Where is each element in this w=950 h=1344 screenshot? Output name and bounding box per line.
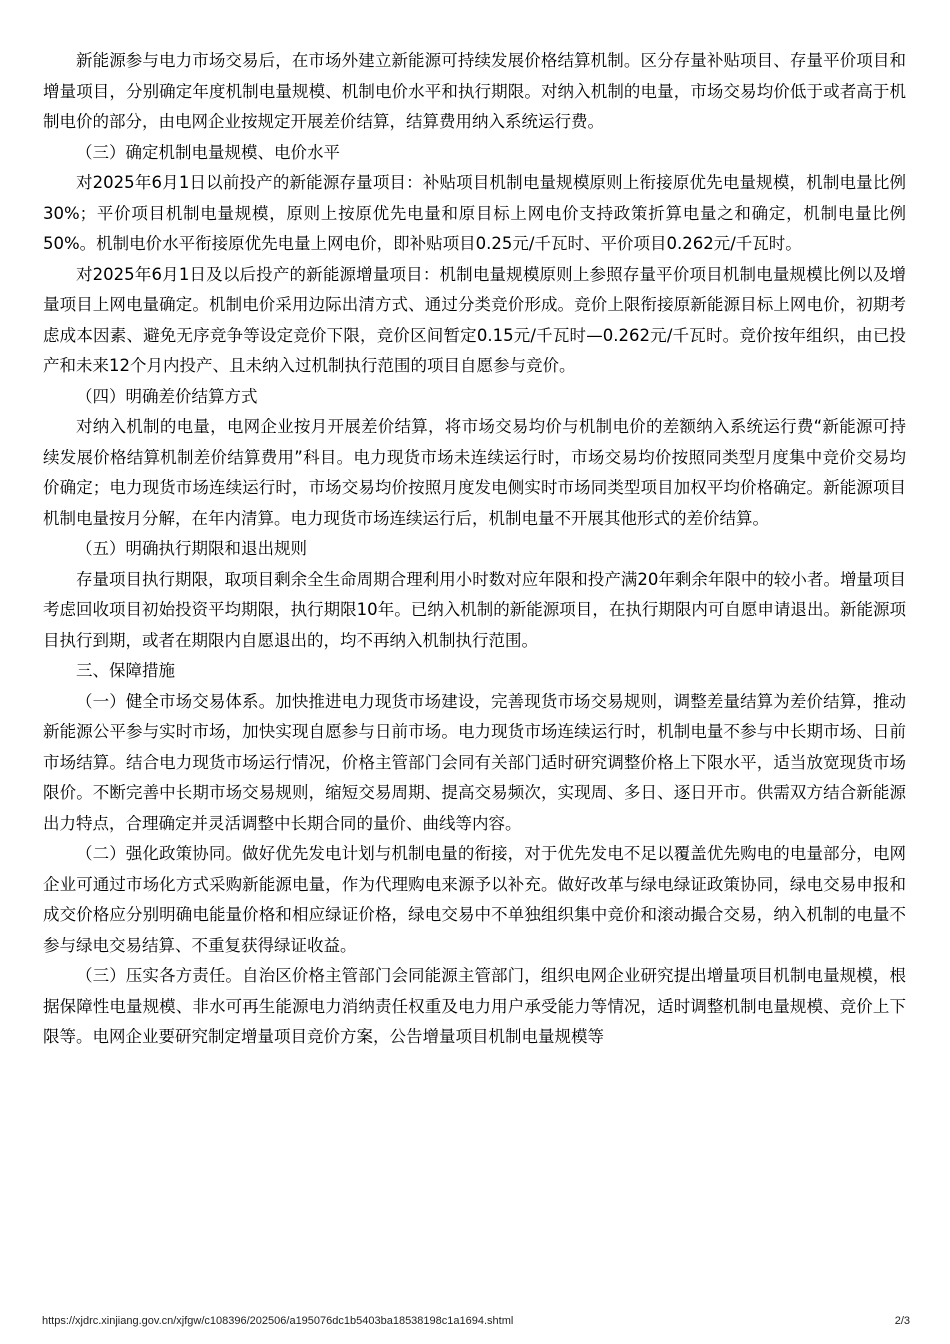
page-url: https://xjdrc.xinjiang.gov.cn/xjfgw/c108396/202506/a195076dc1b5403ba18538198c1a1694.shtml — [42, 1315, 514, 1327]
paragraph: 对2025年6月1日及以后投产的新能源增量项目：机制电量规模原则上参照存量平价项目机制电量规模比例以及增量项目上网电量确定。机制电价采用边际出清方式、通过分类竞价形成。竞价上限衔接原新能源目标上网电价，初期考虑成本因素、避免无序竞争等设定竞价下限，竞价区间暂定0.15元/千瓦时—0.262元/千瓦时。竞价按年组织，由已投产和未来12个月内投产、且未纳入过机制执行范围的项目自愿参与竞价。 — [43, 264, 906, 375]
section-heading: 三、保障措施 — [76, 661, 175, 680]
paragraph: 存量项目执行期限，取项目剩余全生命周期合理利用小时数对应年限和投产满20年剩余年限中的较小者。增量项目考虑回收项目初始投资平均期限，执行期限10年。已纳入机制的新能源项目，在执行期限内可自愿申请退出。新能源项目执行到期，或者在期限内自愿退出的，均不再纳入机制执行范围。 — [43, 569, 906, 650]
paragraph: （二）强化政策协同。做好优先发电计划与机制电量的衔接，对于优先发电不足以覆盖优先购电的电量部分，电网企业可通过市场化方式采购新能源电量，作为代理购电来源予以补充。做好改革与绿电绿证政策协同，绿电交易申报和成交价格应分别明确电能量价格和相应绿证价格，绿电交易中不单独组织集中竞价和滚动撮合交易，纳入机制的电量不参与绿电交易结算、不重复获得绿证收益。 — [43, 844, 906, 955]
section-heading: （三）确定机制电量规模、电价水平 — [76, 142, 340, 162]
page-number: 2/3 — [894, 1315, 910, 1327]
section-heading: （五）明确执行期限和退出规则 — [76, 539, 307, 558]
paragraph: （一）健全市场交易体系。加快推进电力现货市场建设，完善现货市场交易规则，调整差量结算为差价结算，推动新能源公平参与实时市场，加快实现自愿参与日前市场。电力现货市场连续运行时，机制电量不参与中长期市场、日前市场结算。结合电力现货市场运行情况，价格主管部门会同有关部门适时研究调整价格上下限水平，适当放宽现货市场限价。不断完善中长期市场交易规则，缩短交易周期、提高交易频次，实现周、多日、逐日开市。供需双方结合新能源出力特点，合理确定并灵活调整中长期合同的量价、曲线等内容。 — [43, 691, 906, 833]
document-body — [43, 46, 906, 1053]
paragraph: 对2025年6月1日以前投产的新能源存量项目：补贴项目机制电量规模原则上衔接原优先电量规模，机制电量比例30%；平价项目机制电量规模，原则上按原优先电量和原目标上网电价支持政策折算电量之和确定，机制电量比例50%。机制电价水平衔接原优先电量上网电价，即补贴项目0.25元/千瓦时、平价项目0.262元/千瓦时。 — [43, 173, 906, 253]
paragraph: 新能源参与电力市场交易后，在市场外建立新能源可持续发展价格结算机制。区分存量补贴项目、存量平价项目和增量项目，分别确定年度机制电量规模、机制电价水平和执行期限。对纳入机制的电量，市场交易均价低于或者高于机制电价的部分，由电网企业按规定开展差价结算，结算费用纳入系统运行费。 — [43, 51, 906, 131]
paragraph: （三）压实各方责任。自治区价格主管部门会同能源主管部门，组织电网企业研究提出增量项目机制电量规模，根据保障性电量规模、非水可再生能源电力消纳责任权重及电力用户承受能力等情况，适时调整机制电量规模、竞价上下限等。电网企业要研究制定增量项目竞价方案，公告增量项目机制电量规模等 — [43, 966, 906, 1046]
section-heading: （四）明确差价结算方式 — [76, 386, 258, 406]
paragraph: 对纳入机制的电量，电网企业按月开展差价结算，将市场交易均价与机制电价的差额纳入系统运行费“新能源可持续发展价格结算机制差价结算费用”科目。电力现货市场未连续运行时，市场交易均价按照同类型月度集中竞价交易均价确定；电力现货市场连续运行时，市场交易均价按照月度发电侧实时市场同类型项目加权平均价格确定。新能源项目机制电量按月分解，在年内清算。电力现货市场连续运行后，机制电量不开展其他形式的差价结算。 — [43, 417, 906, 528]
